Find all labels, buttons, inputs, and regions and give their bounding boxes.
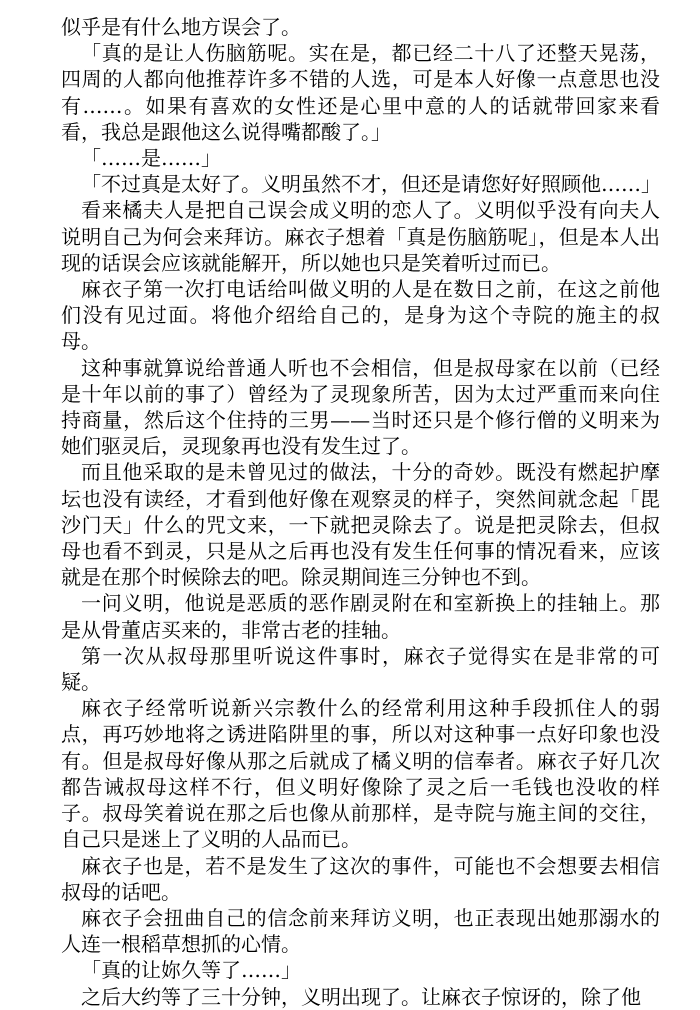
paragraph: 之后大约等了三十分钟，义明出现了。让麻衣子惊讶的，除了他	[81, 984, 641, 1009]
paragraph: 这种事就算说给普通人听也不会相信，但是叔母家在以前（已经是十年以前的事了）曾经为了灵现象所苦，因为太过严重而来向住持商量，然后这个住持的三男——当时还只是个修行僧的义明来为她们驱灵后，灵现象再也没有发生过了。	[61, 355, 660, 459]
paragraph: 「真的让妳久等了……」	[81, 958, 301, 983]
paragraph: 一问义明，他说是恶质的恶作剧灵附在和室新换上的挂轴上。那是从骨董店买来的，非常古老的挂轴。	[61, 591, 660, 642]
paragraph: 「真的是让人伤脑筋呢。实在是，都已经二十八了还整天晃荡，四周的人都向他推荐许多不错的人选，可是本人好像一点意思也没有……。如果有喜欢的女性还是心里中意的人的话就带回家来看看，我总是跟他这么说得嘴都酸了。」	[61, 41, 660, 144]
paragraph: 「……是……」	[81, 146, 221, 171]
paragraph: 第一次从叔母那里听说这件事时，麻衣子觉得实在是非常的可疑。	[61, 643, 660, 695]
paragraph: 麻衣子会扭曲自己的信念前来拜访义明，也正表现出她那溺水的人连一根稻草想抓的心情。	[61, 905, 660, 957]
paragraph: 而且他采取的是未曾见过的做法，十分的奇妙。既没有燃起护摩坛也没有读经，才看到他好像在观察灵的样子，突然间就念起「毘沙门天」什么的咒文来，一下就把灵除去了。说是把灵除去，但叔母也看不到灵，只是从之后再也没有发生任何事的情况看来，应该就是在那个时候除去的吧。除灵期间连三分钟也不到。	[61, 460, 660, 590]
paragraph: 麻衣子也是，若不是发生了这次的事件，可能也不会想要去相信叔母的话吧。	[61, 853, 660, 904]
paragraph: 麻衣子经常听说新兴宗教什么的经常利用这种手段抓住人的弱点，再巧妙地将之诱进陷阱里的事，所以对这种事一点好印象也没有。但是叔母好像从那之后就成了橘义明的信奉者。麻衣子好几次都告诫叔母这样不行，但义明好像除了灵之后一毛钱也没收的样子。叔母笑着说在那之后也像从前那样，是寺院与施主间的交往，自己只是迷上了义明的人品而已。	[61, 696, 660, 852]
paragraph: 麻衣子第一次打电话给叫做义明的人是在数日之前，在这之前他们没有见过面。将他介绍给自己的，是身为这个寺院的施主的叔母。	[61, 277, 660, 354]
paragraph: 看来橘夫人是把自己误会成义明的恋人了。义明似乎没有向夫人说明自己为何会来拜访。麻衣子想着「真是伤脑筋呢」，但是本人出现的话误会应该就能解开，所以她也只是笑着听过而已。	[61, 198, 660, 275]
paragraph: 似乎是有什么地方误会了。	[61, 15, 301, 39]
paragraph: 「不过真是太好了。义明虽然不才，但还是请您好好照顾他……」	[81, 172, 661, 197]
